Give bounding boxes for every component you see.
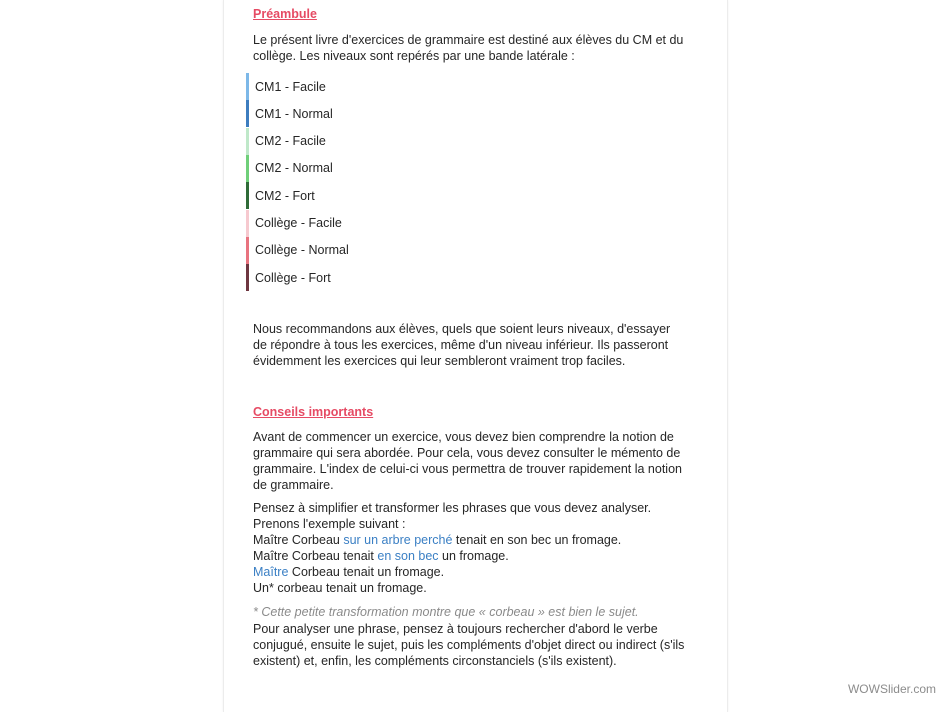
- conseils-heading: Conseils importants: [253, 405, 374, 419]
- recommend-paragraph: [253, 321, 703, 369]
- example-highlight: en son bec: [377, 549, 439, 563]
- preamble-heading: Préambule: [253, 7, 317, 21]
- level-label: Collège - Fort: [255, 270, 331, 285]
- example-text: tenait en son bec un fromage.: [452, 533, 622, 547]
- level-label: CM1 - Facile: [255, 79, 326, 94]
- level-color-bar: [246, 155, 249, 182]
- intro-line: Le présent livre d'exercices de grammaire est destiné aux élèves du CM et du: [253, 33, 684, 47]
- intro-line: collège. Les niveaux sont repérés par une bande latérale :: [253, 49, 575, 63]
- example-line-1: [253, 532, 703, 548]
- conseils-line: grammaire. L'index de celui-ci vous permettra de trouver rapidement la notion: [253, 462, 682, 476]
- conseils-line: conjugué, ensuite le sujet, puis les compléments d'objet direct ou indirect (s'ils: [253, 638, 685, 652]
- example-highlight: Maître: [253, 565, 289, 579]
- level-item: [246, 237, 446, 264]
- level-item: [246, 100, 446, 127]
- conseils-paragraph-3: [253, 621, 703, 669]
- level-label: CM2 - Facile: [255, 134, 326, 149]
- level-label: Collège - Facile: [255, 216, 342, 230]
- example-line-2: [253, 548, 703, 564]
- level-label: CM1 - Normal: [255, 106, 333, 121]
- example-line-3: [253, 564, 703, 580]
- conseils-line: grammaire qui sera abordée. Pour cela, vous devez consulter le mémento de: [253, 446, 681, 460]
- conseils-paragraph-2: [253, 500, 703, 596]
- level-item: [246, 182, 446, 209]
- conseils-paragraph-1: [253, 429, 703, 493]
- example-text: un fromage.: [438, 549, 509, 563]
- recommend-line: de répondre à tous les exercices, même d'un niveau inférieur. Ils passeront: [253, 338, 669, 352]
- level-color-bar: [246, 100, 249, 127]
- recommend-line: évidemment les exercices qui leur sembleront vraiment trop faciles.: [253, 354, 626, 368]
- level-color-bar: [246, 182, 249, 209]
- preamble-intro: [253, 32, 703, 64]
- level-item: [246, 128, 446, 155]
- example-text: Maître Corbeau tenait: [253, 549, 378, 563]
- level-item: [246, 264, 446, 291]
- conseils-line: de grammaire.: [253, 478, 334, 492]
- level-label: CM2 - Fort: [255, 188, 315, 203]
- level-item: [246, 155, 446, 182]
- level-item: [246, 73, 446, 100]
- example-text: Maître Corbeau: [253, 533, 344, 547]
- level-color-bar: [246, 264, 249, 291]
- level-label: CM2 - Normal: [255, 161, 333, 176]
- example-line-4: Un* corbeau tenait un fromage.: [253, 581, 427, 595]
- conseils-line: Pour analyser une phrase, pensez à toujours rechercher d'abord le verbe: [253, 622, 658, 636]
- level-color-bar: [246, 128, 249, 155]
- conseils-line: Pensez à simplifier et transformer les phrases que vous devez analyser.: [253, 501, 652, 515]
- level-label: Collège - Normal: [255, 243, 349, 258]
- level-color-bar: [246, 237, 249, 264]
- level-color-bar: [246, 73, 249, 100]
- recommend-line: Nous recommandons aux élèves, quels que soient leurs niveaux, d'essayer: [253, 322, 671, 336]
- conseils-line: Avant de commencer un exercice, vous devez bien comprendre la notion de: [253, 430, 674, 444]
- level-color-bar: [246, 210, 249, 237]
- example-text: Corbeau tenait un fromage.: [288, 565, 445, 579]
- conseils-line: existent) et, enfin, les compléments circonstanciels (s'ils existent).: [253, 654, 617, 668]
- watermark[interactable]: WOWSlider.com: [847, 682, 936, 696]
- conseils-line: Prenons l'exemple suivant :: [253, 517, 406, 531]
- footnote: * Cette petite transformation montre que « corbeau » est bien le sujet.: [253, 605, 639, 619]
- example-highlight: sur un arbre perché: [343, 533, 453, 547]
- level-item: [246, 210, 446, 237]
